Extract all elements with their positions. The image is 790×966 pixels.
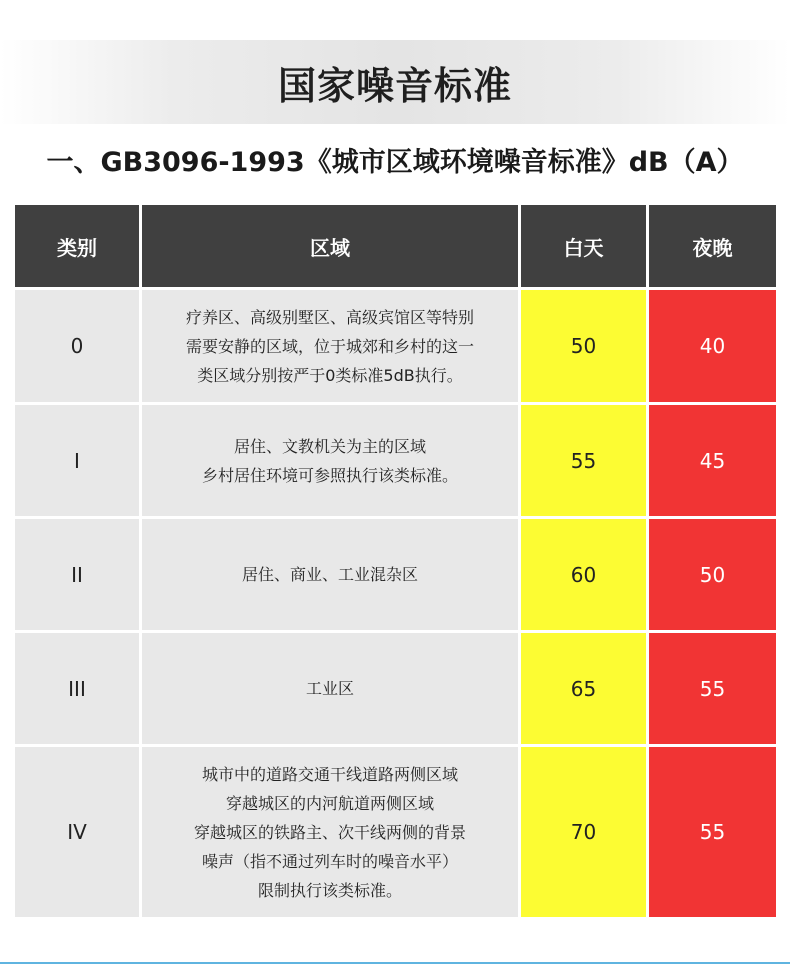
header-night: 夜晚: [649, 205, 776, 290]
header-category: 类别: [15, 205, 142, 290]
area-cell: [142, 405, 521, 519]
area-line: 穿越城区的铁路主、次干线两侧的背景: [193, 822, 466, 842]
category-cell: 0: [15, 290, 142, 405]
area-line: 乡村居住环境可参照执行该类标准。: [201, 465, 458, 485]
day-value-cell: 50: [521, 290, 649, 405]
table-row: [15, 747, 776, 920]
area-line: 居住、商业、工业混杂区: [241, 565, 418, 584]
area-line: 城市中的道路交通干线道路两侧区域: [201, 764, 458, 784]
area-cell: [142, 519, 521, 633]
area-line: 居住、文教机关为主的区域: [233, 436, 426, 456]
area-line: 类区域分别按严于0类标准5dB执行。: [197, 365, 463, 385]
area-line: 穿越城区的内河航道两侧区域: [225, 793, 434, 813]
night-value-cell: 40: [649, 290, 776, 405]
page-title: 国家噪音标准: [277, 63, 512, 108]
table-header-row: [15, 205, 776, 290]
table-row: [15, 519, 776, 633]
area-line: 疗养区、高级别墅区、高级宾馆区等特别: [185, 307, 474, 327]
area-line: 限制执行该类标准。: [257, 880, 402, 900]
category-cell: I: [15, 405, 142, 519]
day-value-cell: 55: [521, 405, 649, 519]
day-value-cell: 60: [521, 519, 649, 633]
section-heading: 一、GB3096-1993《城市区域环境噪音标准》dB（A）: [46, 147, 744, 178]
day-value-cell: 70: [521, 747, 649, 920]
area-line: 工业区: [305, 679, 354, 698]
area-cell: [142, 290, 521, 405]
day-value-cell: 65: [521, 633, 649, 747]
area-line: 需要安静的区域，位于城郊和乡村的这一: [185, 336, 474, 356]
category-cell: II: [15, 519, 142, 633]
table-row: [15, 405, 776, 519]
header-area: 区域: [142, 205, 521, 290]
category-cell: III: [15, 633, 142, 747]
night-value-cell: 55: [649, 633, 776, 747]
title-banner: [0, 40, 790, 124]
night-value-cell: 50: [649, 519, 776, 633]
category-cell: IV: [15, 747, 142, 920]
table-row: [15, 633, 776, 747]
night-value-cell: 55: [649, 747, 776, 920]
area-line: 噪声（指不通过列车时的噪音水平）: [201, 851, 458, 871]
area-cell: [142, 747, 521, 920]
header-day: 白天: [521, 205, 649, 290]
table-row: [15, 290, 776, 405]
bottom-divider: [0, 962, 790, 964]
noise-standard-table: [15, 205, 776, 920]
area-cell: [142, 633, 521, 747]
night-value-cell: 45: [649, 405, 776, 519]
